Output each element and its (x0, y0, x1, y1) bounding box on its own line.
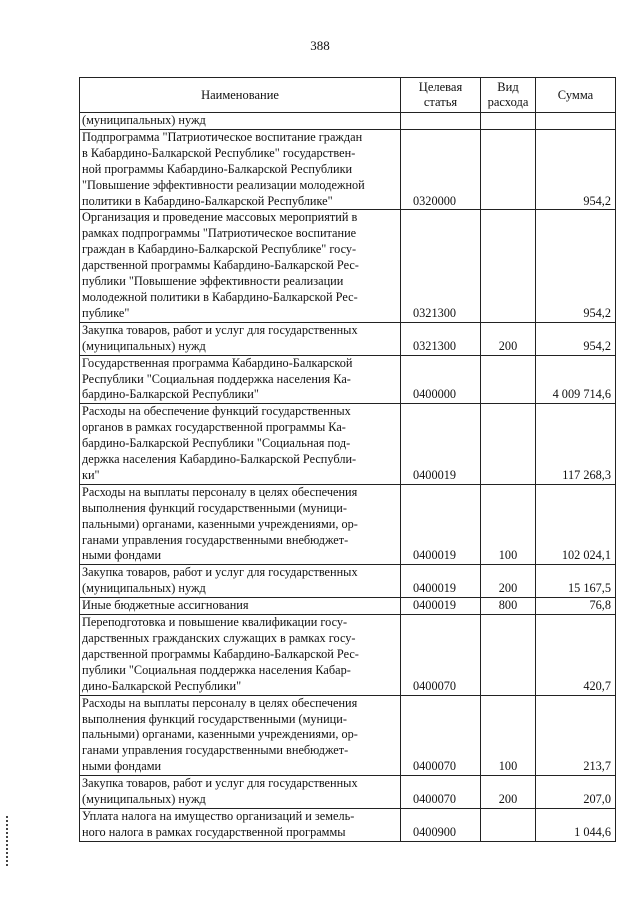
cell-sum: 1 044,6 (536, 808, 616, 841)
cell-name-line: органов в рамках государственной программы Ка- (82, 420, 346, 435)
cell-name-line: Расходы на обеспечение функций государственных (82, 404, 351, 419)
cell-name-line: ного налога в рамках государственной программы (82, 824, 346, 839)
cell-sum: 954,2 (536, 129, 616, 210)
table-row (80, 404, 616, 485)
cell-name-line: дарственной программы Кабардино-Балкарской Рес- (82, 258, 359, 273)
cell-name-line: ганами управления государственными внебюджет- (82, 532, 349, 547)
cell-code: 0400019 (401, 598, 481, 615)
cell-name-line: Государственная программа Кабардино-Балкарской (82, 355, 353, 370)
cell-name-line: Расходы на выплаты персоналу в целях обеспечения (82, 484, 358, 499)
cell-type: 200 (481, 565, 536, 598)
cell-name (80, 776, 401, 809)
cell-sum: 117 268,3 (536, 404, 616, 485)
cell-name-line: публике" (82, 305, 130, 320)
cell-name-line: Закупка товаров, работ и услуг для государственных (82, 565, 358, 580)
cell-code: 0321300 (401, 322, 481, 355)
table-row (80, 776, 616, 809)
page-number: 388 (310, 38, 330, 53)
cell-name-line: бардино-Балкарской Республики "Социальная под- (82, 436, 351, 451)
budget-table (79, 77, 616, 842)
cell-name-line: держка населения Кабардино-Балкарской Республи- (82, 452, 357, 467)
cell-type (481, 129, 536, 210)
cell-name-line: публики "Социальная поддержка населения Кабар- (82, 662, 351, 677)
cell-code (401, 113, 481, 130)
cell-name (80, 808, 401, 841)
header-type-line2: расхода (487, 95, 529, 109)
cell-name (80, 484, 401, 565)
cell-name (80, 113, 401, 130)
cell-sum: 954,2 (536, 210, 616, 322)
cell-type (481, 210, 536, 322)
cell-type: 200 (481, 776, 536, 809)
cell-type: 800 (481, 598, 536, 615)
cell-name-line: Уплата налога на имущество организаций и земель- (82, 808, 355, 823)
cell-name-line: дарственной программы Кабардино-Балкарской Рес- (82, 646, 359, 661)
cell-name-line: бардино-Балкарской Республики" (82, 387, 259, 402)
header-type-line1: Вид (497, 80, 519, 94)
table-row (80, 484, 616, 565)
header-name: Наименование (80, 78, 401, 113)
cell-name-line: публики "Повышение эффективности реализации (82, 274, 344, 289)
table-row (80, 808, 616, 841)
cell-name (80, 598, 401, 615)
cell-name (80, 210, 401, 322)
cell-sum (536, 113, 616, 130)
cell-name-line: выполнения функций государственными (муници- (82, 500, 347, 515)
cell-code: 0400000 (401, 355, 481, 404)
cell-type: 100 (481, 484, 536, 565)
cell-name-line: ными фондами (82, 548, 162, 563)
cell-name-line: Закупка товаров, работ и услуг для государственных (82, 322, 358, 337)
margin-marks (6, 816, 10, 866)
cell-name-line: (муниципальных) нужд (82, 113, 206, 127)
cell-type: 100 (481, 695, 536, 776)
cell-sum: 15 167,5 (536, 565, 616, 598)
cell-type (481, 404, 536, 485)
cell-name (80, 355, 401, 404)
cell-name-line: Переподготовка и повышение квалификации госу- (82, 615, 348, 630)
cell-code: 0400019 (401, 565, 481, 598)
cell-name-line: (муниципальных) нужд (82, 338, 206, 353)
cell-sum: 76,8 (536, 598, 616, 615)
table-body (80, 113, 616, 842)
cell-name-line: ными фондами (82, 759, 162, 774)
cell-name (80, 322, 401, 355)
table-row (80, 113, 616, 130)
cell-code: 0321300 (401, 210, 481, 322)
cell-name (80, 129, 401, 210)
cell-name-line: молодежной политики в Кабардино-Балкарской Рес- (82, 289, 358, 304)
cell-sum: 213,7 (536, 695, 616, 776)
cell-sum: 207,0 (536, 776, 616, 809)
cell-name-line: политики в Кабардино-Балкарской Республике" (82, 193, 333, 208)
cell-code: 0400019 (401, 484, 481, 565)
table-row (80, 615, 616, 696)
cell-sum: 102 024,1 (536, 484, 616, 565)
cell-name-line: "Повышение эффективности реализации молодежной (82, 177, 365, 192)
cell-name (80, 404, 401, 485)
table-row (80, 598, 616, 615)
cell-name-line: пальными) органами, казенными учреждениями, ор- (82, 516, 358, 531)
cell-name-line: выполнения функций государственными (муници- (82, 711, 347, 726)
cell-name-line: Организация и проведение массовых мероприятий в (82, 210, 358, 225)
cell-type (481, 615, 536, 696)
cell-type (481, 808, 536, 841)
cell-name-line: дино-Балкарской Республики" (82, 678, 242, 693)
table-row (80, 322, 616, 355)
cell-name-line: (муниципальных) нужд (82, 792, 206, 807)
cell-name-line: пальными) органами, казенными учреждениями, ор- (82, 727, 358, 742)
header-sum: Сумма (536, 78, 616, 113)
table-row (80, 129, 616, 210)
cell-code: 0400900 (401, 808, 481, 841)
cell-type: 200 (481, 322, 536, 355)
cell-name-line: ной программы Кабардино-Балкарской Республики (82, 161, 353, 176)
cell-name (80, 695, 401, 776)
cell-name-line: рамках подпрограммы "Патриотическое воспитание (82, 226, 357, 241)
header-type (481, 78, 536, 113)
cell-name-line: ки" (82, 467, 100, 482)
cell-sum: 420,7 (536, 615, 616, 696)
cell-code: 0400070 (401, 615, 481, 696)
table-row (80, 210, 616, 322)
cell-name-line: Закупка товаров, работ и услуг для государственных (82, 776, 358, 791)
table-row (80, 355, 616, 404)
cell-name (80, 615, 401, 696)
header-code-line1: Целевая (418, 80, 463, 94)
header-code (401, 78, 481, 113)
cell-sum: 954,2 (536, 322, 616, 355)
cell-type (481, 355, 536, 404)
table-row (80, 695, 616, 776)
header-code-line2: статья (423, 95, 458, 109)
cell-sum: 4 009 714,6 (536, 355, 616, 404)
table-header-row (80, 78, 616, 113)
cell-name-line: Подпрограмма "Патриотическое воспитание граждан (82, 129, 363, 144)
cell-name-line: ганами управления государственными внебюджет- (82, 743, 349, 758)
cell-code: 0400019 (401, 404, 481, 485)
cell-code: 0400070 (401, 776, 481, 809)
table-row (80, 565, 616, 598)
cell-name-line: дарственных гражданских служащих в рамках госу- (82, 631, 356, 645)
cell-type (481, 113, 536, 130)
cell-name-line: граждан в Кабардино-Балкарской Республике" госу- (82, 242, 357, 257)
cell-name-line: в Кабардино-Балкарской Республике" государствен- (82, 145, 356, 160)
cell-code: 0320000 (401, 129, 481, 210)
cell-name (80, 565, 401, 598)
cell-name-line: Иные бюджетные ассигнования (82, 598, 249, 613)
cell-code: 0400070 (401, 695, 481, 776)
cell-name-line: (муниципальных) нужд (82, 581, 206, 596)
cell-name-line: Республики "Социальная поддержка населения Ка- (82, 371, 351, 386)
cell-name-line: Расходы на выплаты персоналу в целях обеспечения (82, 695, 358, 710)
